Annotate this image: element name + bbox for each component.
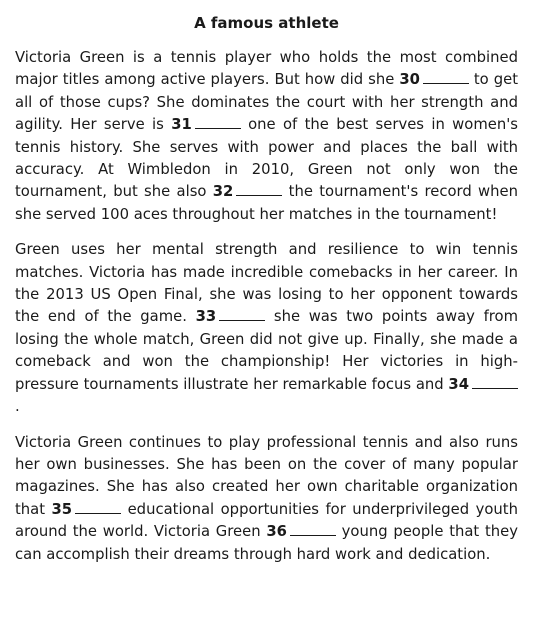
paragraph-text: . (15, 398, 20, 416)
question-number: 30 (399, 71, 420, 89)
answer-blank[interactable] (472, 374, 518, 389)
paragraph-text: one of the best serves in women's tennis history. She serves with power and places the ball with accuracy. At Wimbledon in 2010, Green not only won the tournament, but she also (15, 116, 518, 201)
paragraph-text: Victoria Green continues to play professional tennis and also runs her own businesses. She has been on the cover of many popular magazines. She has also created her own charitable organization that (15, 433, 518, 518)
question-number: 35 (51, 500, 73, 518)
paragraph-text: Victoria Green is a tennis player who holds the most combined major titles among active players. But how did she (15, 49, 518, 89)
question-number: 32 (212, 183, 234, 201)
paragraph-text: Green uses her mental strength and resilience to win tennis matches. Victoria has made incredible comebacks in her career. In the 2013 US Open Final, she was losing to her opponent towards the end of the game. (15, 241, 518, 326)
document-body (15, 47, 518, 566)
question-number: 31 (171, 116, 192, 134)
paragraph-text: she was two points away from losing the whole match, Green did not give up. Finally, she made a comeback and won the championship! Her victories in high-pressure tournaments illustrate her remarkable focus and (15, 308, 518, 393)
document-title: A famous athlete (194, 14, 339, 32)
question-number: 33 (195, 308, 217, 326)
answer-blank[interactable] (195, 114, 241, 129)
paragraph-text: to get all of those cups? She dominates the court with her strength and agility. Her serve is (15, 71, 519, 134)
paragraph-text: young people that they can accomplish their dreams through hard work and dedication. (15, 523, 518, 563)
paragraph-text: the tournament's record when she served 100 aces throughout her matches in the tournament! (15, 183, 518, 223)
paragraph (15, 239, 518, 418)
answer-blank[interactable] (75, 499, 121, 514)
paragraph (15, 47, 518, 226)
question-number: 34 (448, 375, 469, 393)
question-number: 36 (266, 523, 287, 541)
paragraph (15, 432, 518, 566)
answer-blank[interactable] (236, 181, 282, 196)
answer-blank[interactable] (219, 306, 265, 321)
answer-blank[interactable] (290, 521, 336, 536)
paragraph-text: educational opportunities for underprivileged youth around the world. Victoria Green (15, 500, 518, 541)
answer-blank[interactable] (423, 69, 469, 84)
